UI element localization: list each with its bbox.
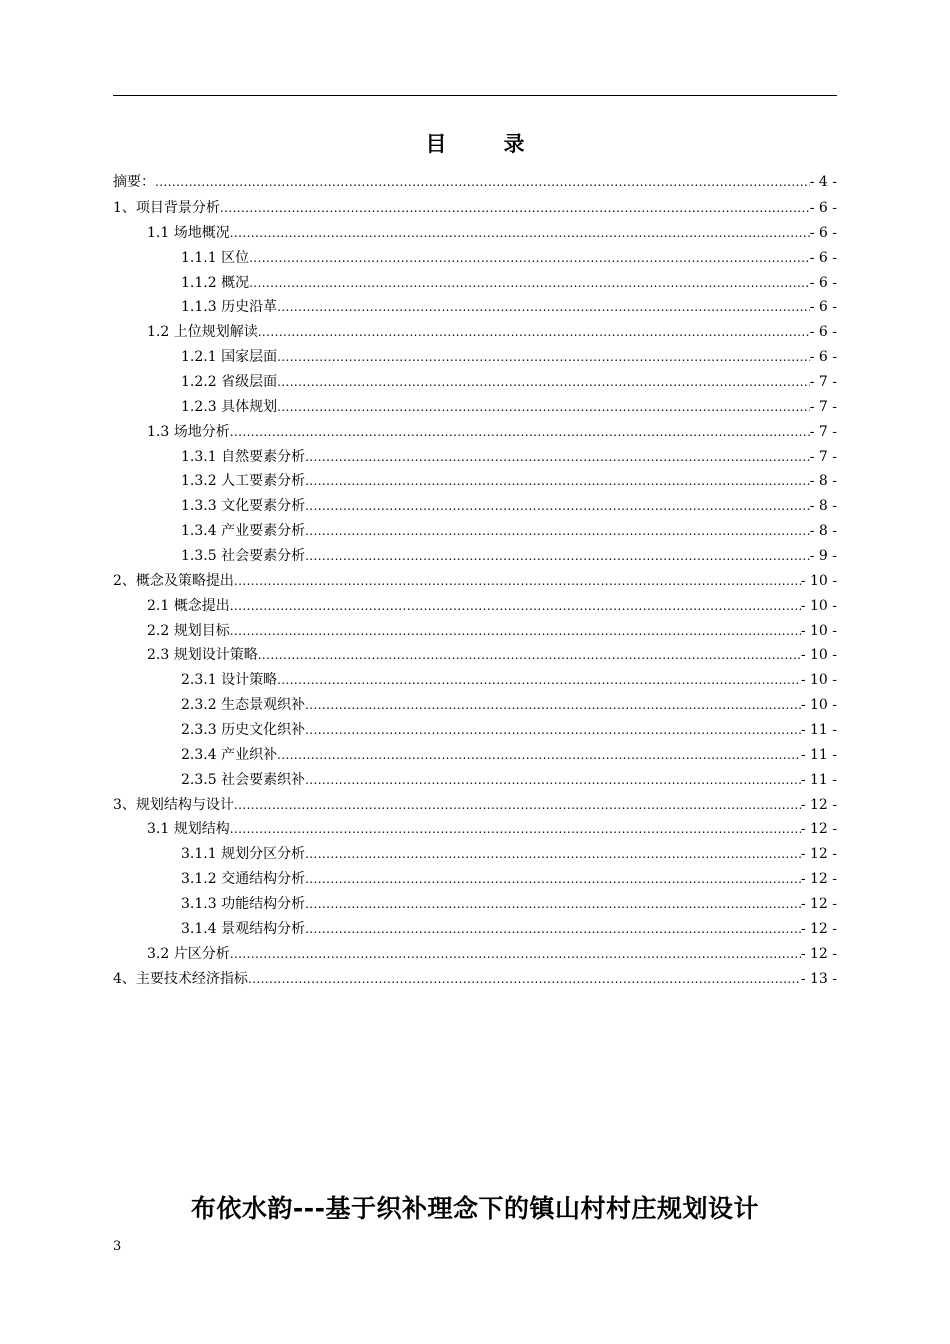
toc-entry[interactable] bbox=[113, 768, 837, 793]
toc-entry-label: 1.2.1 国家层面 bbox=[181, 349, 278, 366]
toc-entry-page: - 6 - bbox=[809, 224, 837, 241]
toc-entry-label: 2.3.1 设计策略 bbox=[181, 672, 278, 689]
toc-entry[interactable] bbox=[113, 619, 837, 644]
page-number: 3 bbox=[113, 1239, 122, 1254]
toc-dot-leader bbox=[230, 420, 810, 445]
toc-dot-leader bbox=[305, 718, 801, 743]
toc-entry[interactable] bbox=[113, 445, 837, 470]
toc-dot-leader bbox=[277, 370, 810, 395]
toc-entry[interactable] bbox=[113, 519, 837, 544]
toc-entry-page: - 10 - bbox=[800, 697, 837, 714]
toc-entry[interactable] bbox=[113, 967, 837, 992]
toc-entry-label: 1.1.3 历史沿革 bbox=[181, 299, 278, 316]
toc-dot-leader bbox=[230, 619, 801, 644]
toc-entry-label: 2.3.2 生态景观织补 bbox=[181, 697, 306, 714]
toc-entry-label: 1.3.4 产业要素分析 bbox=[181, 523, 306, 540]
toc-entry-page: - 10 - bbox=[800, 622, 837, 639]
toc-entry[interactable] bbox=[113, 693, 837, 718]
toc-entry[interactable] bbox=[113, 246, 837, 271]
toc-entry[interactable] bbox=[113, 168, 837, 196]
toc-dot-leader bbox=[230, 594, 801, 619]
toc-entry-page: - 9 - bbox=[809, 548, 837, 565]
toc-dot-leader bbox=[258, 320, 810, 345]
toc-entry-page: - 13 - bbox=[800, 970, 837, 987]
toc-entry[interactable] bbox=[113, 395, 837, 420]
toc-dot-leader bbox=[305, 469, 810, 494]
toc-entry-label: 1.2.2 省级层面 bbox=[181, 374, 278, 391]
toc-entry-page: - 12 - bbox=[800, 896, 837, 913]
toc-dot-leader bbox=[305, 867, 801, 892]
toc-entry-label: 3.1.4 景观结构分析 bbox=[181, 920, 306, 937]
toc-dot-leader bbox=[305, 842, 801, 867]
toc-entry-page: - 4 - bbox=[809, 174, 837, 190]
toc-entry[interactable] bbox=[113, 594, 837, 619]
toc-entry-page: - 10 - bbox=[800, 572, 837, 589]
toc-entry-label: 1.1.1 区位 bbox=[181, 249, 250, 266]
toc-dot-leader bbox=[230, 221, 810, 246]
toc-entry-page: - 12 - bbox=[800, 846, 837, 863]
document-title: 布依水韵---基于织补理念下的镇山村村庄规划设计 bbox=[190, 1194, 760, 1223]
toc-entry-page: - 7 - bbox=[809, 398, 837, 415]
toc-entry[interactable] bbox=[113, 345, 837, 370]
toc-entry-label: 2.3.3 历史文化织补 bbox=[181, 722, 306, 739]
toc-entry-label: 4、主要技术经济指标 bbox=[113, 970, 248, 987]
toc-entry-page: - 6 - bbox=[809, 200, 837, 216]
toc-entry[interactable] bbox=[113, 668, 837, 693]
toc-entry-page: - 12 - bbox=[800, 871, 837, 888]
toc-dot-leader bbox=[155, 168, 810, 196]
toc-entry[interactable] bbox=[113, 942, 837, 967]
toc-entry-label: 1.2.3 具体规划 bbox=[181, 398, 278, 415]
toc-entry-page: - 8 - bbox=[809, 523, 837, 540]
toc-dot-leader bbox=[249, 271, 810, 296]
toc-entry[interactable] bbox=[113, 370, 837, 395]
toc-dot-leader bbox=[230, 942, 801, 967]
toc-dot-leader bbox=[277, 345, 810, 370]
toc-dot-leader bbox=[305, 445, 810, 470]
toc-entry-page: - 11 - bbox=[800, 771, 837, 788]
toc-entry-page: - 6 - bbox=[809, 324, 837, 341]
toc-dot-leader bbox=[305, 693, 801, 718]
toc-entry[interactable] bbox=[113, 892, 837, 917]
toc-entry[interactable] bbox=[113, 743, 837, 768]
toc-entry[interactable] bbox=[113, 469, 837, 494]
table-of-contents bbox=[113, 168, 837, 992]
toc-entry-label: 2、概念及策略提出 bbox=[113, 572, 234, 589]
toc-entry-label: 2.2 规划目标 bbox=[147, 622, 230, 639]
toc-entry-page: - 11 - bbox=[800, 722, 837, 739]
toc-entry-label: 3.1.2 交通结构分析 bbox=[181, 871, 306, 888]
toc-dot-leader bbox=[305, 544, 810, 569]
toc-dot-leader bbox=[220, 196, 810, 221]
toc-entry-label: 1.1 场地概况 bbox=[147, 224, 230, 241]
toc-dot-leader bbox=[305, 519, 810, 544]
toc-entry[interactable] bbox=[113, 569, 837, 594]
toc-dot-leader bbox=[234, 569, 801, 594]
toc-dot-leader bbox=[305, 917, 801, 942]
toc-entry-page: - 10 - bbox=[800, 647, 837, 664]
toc-entry-page: - 6 - bbox=[809, 299, 837, 316]
toc-entry-page: - 10 - bbox=[800, 672, 837, 689]
toc-entry-label: 2.3 规划设计策略 bbox=[147, 647, 258, 664]
toc-dot-leader bbox=[277, 295, 810, 320]
toc-entry-page: - 6 - bbox=[809, 274, 837, 291]
toc-entry-page: - 6 - bbox=[809, 349, 837, 366]
toc-entry-label: 3.1.3 功能结构分析 bbox=[181, 896, 306, 913]
toc-entry[interactable] bbox=[113, 544, 837, 569]
toc-entry[interactable] bbox=[113, 295, 837, 320]
toc-dot-leader bbox=[277, 395, 810, 420]
toc-entry-page: - 12 - bbox=[800, 920, 837, 937]
toc-entry-page: - 7 - bbox=[809, 423, 837, 440]
toc-dot-leader bbox=[277, 668, 801, 693]
toc-entry-page: - 12 - bbox=[800, 945, 837, 962]
toc-dot-leader bbox=[277, 743, 801, 768]
toc-entry-label: 3、规划结构与设计 bbox=[113, 796, 234, 813]
toc-dot-leader bbox=[305, 494, 810, 519]
toc-entry-label: 2.3.5 社会要素织补 bbox=[181, 771, 306, 788]
toc-entry-page: - 12 - bbox=[800, 821, 837, 838]
toc-entry[interactable] bbox=[113, 793, 837, 818]
toc-entry-page: - 8 - bbox=[809, 498, 837, 515]
toc-dot-leader bbox=[248, 967, 801, 992]
toc-entry[interactable] bbox=[113, 917, 837, 942]
header-rule bbox=[113, 95, 837, 96]
toc-entry-page: - 10 - bbox=[800, 597, 837, 614]
toc-entry-label: 1.1.2 概况 bbox=[181, 274, 250, 291]
toc-entry-label: 1.3.2 人工要素分析 bbox=[181, 473, 306, 490]
toc-entry-label: 1.3.5 社会要素分析 bbox=[181, 548, 306, 565]
toc-dot-leader bbox=[305, 892, 801, 917]
toc-dot-leader bbox=[258, 643, 801, 668]
toc-entry-label: 3.2 片区分析 bbox=[147, 945, 230, 962]
toc-entry-label: 2.1 概念提出 bbox=[147, 597, 230, 614]
toc-entry[interactable] bbox=[113, 221, 837, 246]
toc-dot-leader bbox=[249, 246, 810, 271]
toc-entry-label: 1、项目背景分析 bbox=[113, 200, 220, 216]
toc-entry-page: - 8 - bbox=[809, 473, 837, 490]
toc-entry[interactable] bbox=[113, 718, 837, 743]
toc-entry-label: 3.1 规划结构 bbox=[147, 821, 230, 838]
toc-entry-page: - 11 - bbox=[800, 746, 837, 763]
toc-title: 目 录 bbox=[425, 132, 543, 156]
toc-entry-label: 3.1.1 规划分区分析 bbox=[181, 846, 306, 863]
toc-dot-leader bbox=[234, 793, 801, 818]
toc-entry-label: 1.3 场地分析 bbox=[147, 423, 230, 440]
toc-entry[interactable] bbox=[113, 817, 837, 842]
toc-entry[interactable] bbox=[113, 643, 837, 668]
toc-entry-page: - 12 - bbox=[800, 796, 837, 813]
toc-entry[interactable] bbox=[113, 320, 837, 345]
toc-entry[interactable] bbox=[113, 867, 837, 892]
toc-entry[interactable] bbox=[113, 420, 837, 445]
toc-entry[interactable] bbox=[113, 271, 837, 296]
toc-entry-label: 1.3.3 文化要素分析 bbox=[181, 498, 306, 515]
toc-entry[interactable] bbox=[113, 494, 837, 519]
toc-entry-label: 1.3.1 自然要素分析 bbox=[181, 448, 306, 465]
toc-entry-page: - 6 - bbox=[809, 249, 837, 266]
toc-entry[interactable] bbox=[113, 842, 837, 867]
toc-entry-page: - 7 - bbox=[809, 374, 837, 391]
toc-dot-leader bbox=[230, 817, 801, 842]
toc-dot-leader bbox=[305, 768, 801, 793]
toc-entry[interactable] bbox=[113, 196, 837, 221]
toc-entry-label: 1.2 上位规划解读 bbox=[147, 324, 258, 341]
toc-entry-label: 2.3.4 产业织补 bbox=[181, 746, 278, 763]
toc-entry-label: 摘要： bbox=[113, 174, 155, 190]
toc-entry-page: - 7 - bbox=[809, 448, 837, 465]
